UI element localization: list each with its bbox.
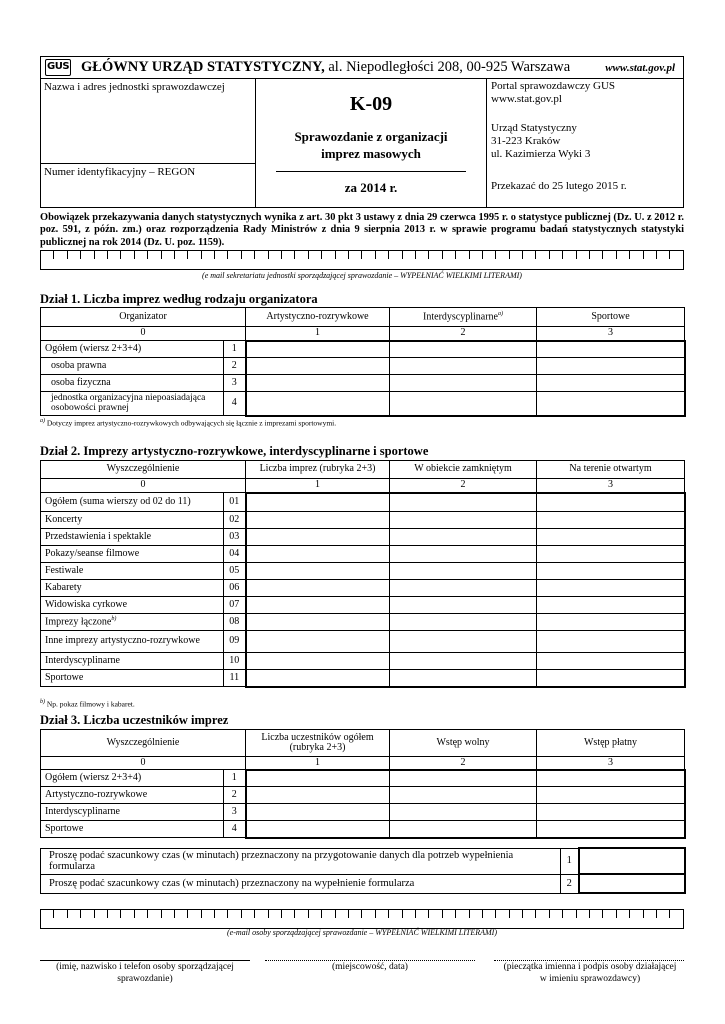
s2-input-cell[interactable] <box>246 563 390 580</box>
s3-header-spec: Wyszczególnienie <box>41 730 246 757</box>
stamp-caption: (pieczątka imienna i podpis osoby działającej w imieniu sprawozdawcy) <box>503 962 677 984</box>
char-cell[interactable] <box>630 910 643 918</box>
s3-input-cell[interactable] <box>390 821 537 838</box>
char-cell[interactable] <box>389 910 402 918</box>
deadline: Przekazać do 25 lutego 2015 r. <box>491 180 627 192</box>
char-cell[interactable] <box>215 910 228 918</box>
char-cell[interactable] <box>336 910 349 918</box>
s2-input-cell[interactable] <box>537 563 685 580</box>
char-cell[interactable] <box>456 251 469 259</box>
char-cell[interactable] <box>41 910 54 918</box>
char-cell[interactable] <box>443 910 456 918</box>
char-cell[interactable] <box>148 251 161 259</box>
s2-input-cell[interactable] <box>537 529 685 546</box>
s2-row-number: 04 <box>224 546 246 563</box>
s1-row-number: 3 <box>224 375 246 392</box>
s1-input-cell[interactable] <box>537 341 685 358</box>
secretariat-email-caption: (e mail sekretariatu jednostki sporządzającej sprawozdanie – WYPEŁNIAĆ WIELKIMI LITERAMI) <box>202 271 522 280</box>
char-cell[interactable] <box>483 251 496 259</box>
s2-input-cell[interactable] <box>537 512 685 529</box>
s2-input-cell[interactable] <box>537 614 685 631</box>
s1-input-cell[interactable] <box>246 392 390 416</box>
s2-input-cell[interactable] <box>246 512 390 529</box>
portal-name: Portal sprawozdawczy GUS <box>491 80 616 92</box>
s2-input-cell[interactable] <box>246 597 390 614</box>
s1-row-label: jednostka organizacyjna niepoasiadająca osobowości prawnej <box>41 392 224 416</box>
char-cell[interactable] <box>389 251 402 259</box>
gus-logo: GUS <box>45 59 71 76</box>
section2-title: Dział 2. Imprezy artystyczno-rozrywkowe, interdyscyplinarne i sportowe <box>40 444 429 458</box>
office-name: Urząd Statystyczny <box>491 122 577 134</box>
char-cell[interactable] <box>295 910 308 918</box>
s2-input-cell[interactable] <box>390 614 537 631</box>
s1-row-number: 1 <box>224 341 246 358</box>
char-cell[interactable] <box>403 251 416 259</box>
char-cell[interactable] <box>563 910 576 918</box>
table-row <box>41 770 685 787</box>
time-prep-input[interactable] <box>579 848 685 874</box>
s1-colnum-2: 2 <box>390 327 537 341</box>
s2-row-label-text: Ogółem (suma wierszy od 02 do 11) <box>45 495 191 507</box>
s1-header-interdisc <box>390 308 537 327</box>
char-cell[interactable] <box>644 251 657 259</box>
s2-row-label <box>41 512 224 529</box>
s2-row-label <box>41 529 224 546</box>
s3-row-number: 1 <box>224 770 246 787</box>
s1-header-sport: Sportowe <box>537 308 685 327</box>
s2-row-label-text: Kabarety <box>45 581 82 593</box>
regon-field[interactable] <box>41 163 255 208</box>
s3-input-cell[interactable] <box>537 770 685 787</box>
s3-input-cell[interactable] <box>246 770 390 787</box>
char-cell[interactable] <box>228 910 241 918</box>
s2-row-label <box>41 614 224 631</box>
char-cell[interactable] <box>54 910 67 918</box>
s3-input-cell[interactable] <box>390 770 537 787</box>
s1-colnum-0: 0 <box>41 327 246 341</box>
char-cell[interactable] <box>670 910 682 918</box>
section2-table <box>40 460 686 688</box>
section3-table <box>40 729 686 839</box>
section1-table <box>40 307 686 417</box>
s3-input-cell[interactable] <box>246 787 390 804</box>
char-cell[interactable] <box>148 910 161 918</box>
s3-row-number: 4 <box>224 821 246 838</box>
char-cell[interactable] <box>536 910 549 918</box>
s2-input-cell[interactable] <box>537 546 685 563</box>
char-cell[interactable] <box>550 251 563 259</box>
char-cell[interactable] <box>590 251 603 259</box>
char-cell[interactable] <box>523 251 536 259</box>
s2-input-cell[interactable] <box>390 493 537 512</box>
table-row <box>41 493 685 512</box>
form-header <box>40 56 684 208</box>
s2-row-footnote-mark: b) <box>111 616 117 623</box>
table-row <box>41 529 685 546</box>
s3-colnum-3: 3 <box>537 757 685 770</box>
s2-input-cell[interactable] <box>246 546 390 563</box>
s3-input-cell[interactable] <box>537 787 685 804</box>
s3-input-cell[interactable] <box>390 787 537 804</box>
s1-header-footnote-mark: a) <box>498 311 503 318</box>
s1-row-number: 2 <box>224 358 246 375</box>
s3-header-paid: Wstęp płatny <box>537 730 685 757</box>
stamp-signature-line[interactable] <box>494 960 684 961</box>
s2-row-label-text: Interdyscyplinarne <box>45 654 120 666</box>
s2-input-cell[interactable] <box>390 653 537 670</box>
s1-header-art: Artystyczno-rozrywkowe <box>246 308 390 327</box>
s2-row-number: 08 <box>224 614 246 631</box>
char-cell[interactable] <box>135 910 148 918</box>
regon-label: Numer identyfikacyjny – REGON <box>44 166 196 178</box>
char-cell[interactable] <box>590 910 603 918</box>
char-cell[interactable] <box>376 910 389 918</box>
s3-row-label: Interdyscyplinarne <box>41 804 224 821</box>
secretariat-email-input[interactable] <box>40 250 684 270</box>
portal-url: www.stat.gov.pl <box>491 93 562 105</box>
s2-header-outdoor: Na terenie otwartym <box>537 461 685 479</box>
char-cell[interactable] <box>242 910 255 918</box>
s2-input-cell[interactable] <box>537 580 685 597</box>
s2-input-cell[interactable] <box>390 546 537 563</box>
section2-footnote <box>40 699 135 709</box>
char-cell[interactable] <box>295 251 308 259</box>
preparer-caption: (imię, nazwisko i telefon osoby sporządzającej sprawozdanie) <box>56 962 234 984</box>
s2-row-number: 07 <box>224 597 246 614</box>
char-cell[interactable] <box>603 251 616 259</box>
table-row <box>41 546 685 563</box>
char-cell[interactable] <box>322 251 335 259</box>
office-street: ul. Kazimierza Wyki 3 <box>491 148 591 160</box>
char-cell[interactable] <box>162 910 175 918</box>
title-divider <box>276 171 466 172</box>
char-cell[interactable] <box>577 251 590 259</box>
char-cell[interactable] <box>162 251 175 259</box>
s1-footnote-mark: a) <box>40 418 45 424</box>
char-cell[interactable] <box>202 251 215 259</box>
char-cell[interactable] <box>269 910 282 918</box>
s3-input-cell[interactable] <box>246 821 390 838</box>
table-row <box>41 597 685 614</box>
s2-input-cell[interactable] <box>246 614 390 631</box>
s3-row-number: 3 <box>224 804 246 821</box>
char-cell[interactable] <box>429 910 442 918</box>
s2-input-cell[interactable] <box>246 493 390 512</box>
char-cell[interactable] <box>188 251 201 259</box>
s2-row-label <box>41 597 224 614</box>
char-cell[interactable] <box>121 251 134 259</box>
office-city: 31-223 Kraków <box>491 135 561 147</box>
s2-footnote-text: Np. pokaz filmowy i kabaret. <box>45 699 135 709</box>
char-cell[interactable] <box>536 251 549 259</box>
char-cell[interactable] <box>644 910 657 918</box>
s2-header-total: Liczba imprez (rubryka 2+3) <box>246 461 390 479</box>
s2-header-spec: Wyszczególnienie <box>41 461 246 479</box>
s2-row-label <box>41 580 224 597</box>
s3-header-free: Wstęp wolny <box>390 730 537 757</box>
char-cell[interactable] <box>657 251 670 259</box>
char-cell[interactable] <box>255 251 268 259</box>
s1-row-label: Ogółem (wiersz 2+3+4) <box>41 341 224 358</box>
char-cell[interactable] <box>68 251 81 259</box>
s3-input-cell[interactable] <box>246 804 390 821</box>
char-cell[interactable] <box>483 910 496 918</box>
char-cell[interactable] <box>202 910 215 918</box>
table-row <box>41 631 685 653</box>
time-prep-number: 1 <box>561 848 579 874</box>
char-cell[interactable] <box>577 910 590 918</box>
char-cell[interactable] <box>95 251 108 259</box>
s3-row-label: Ogółem (wiersz 2+3+4) <box>41 770 224 787</box>
char-cell[interactable] <box>416 910 429 918</box>
s1-input-cell[interactable] <box>246 375 390 392</box>
char-cell[interactable] <box>108 251 121 259</box>
s2-input-cell[interactable] <box>246 670 390 687</box>
char-cell[interactable] <box>550 910 563 918</box>
char-cell[interactable] <box>510 251 523 259</box>
char-cell[interactable] <box>282 251 295 259</box>
s3-row-label: Sportowe <box>41 821 224 838</box>
s2-input-cell[interactable] <box>390 631 537 653</box>
char-cell[interactable] <box>349 251 362 259</box>
s2-colnum-2: 2 <box>390 479 537 493</box>
s1-colnum-1: 1 <box>246 327 390 341</box>
char-cell[interactable] <box>496 251 509 259</box>
char-cell[interactable] <box>81 910 94 918</box>
char-cell[interactable] <box>349 910 362 918</box>
s2-row-number: 03 <box>224 529 246 546</box>
s3-colnum-1: 1 <box>246 757 390 770</box>
s2-row-label-text: Koncerty <box>45 513 83 525</box>
s2-row-number: 05 <box>224 563 246 580</box>
table-row <box>41 563 685 580</box>
person-email-caption: (e-mail osoby sporządzającej sprawozdanie – WYPEŁNIAĆ WIELKIMI LITERAMI) <box>227 928 497 937</box>
s1-input-cell[interactable] <box>390 358 537 375</box>
char-cell[interactable] <box>336 251 349 259</box>
s2-input-cell[interactable] <box>537 653 685 670</box>
agency-name <box>81 59 570 76</box>
s2-row-number: 09 <box>224 631 246 653</box>
char-cell[interactable] <box>443 251 456 259</box>
unit-name-label: Nazwa i adres jednostki sprawozdawczej <box>44 81 225 93</box>
char-cell[interactable] <box>362 251 375 259</box>
section1-title: Dział 1. Liczba imprez według rodzaju organizatora <box>40 292 318 306</box>
s2-input-cell[interactable] <box>537 493 685 512</box>
char-cell[interactable] <box>362 910 375 918</box>
form-identity <box>256 79 486 208</box>
place-date-line[interactable] <box>265 960 475 961</box>
char-cell[interactable] <box>121 910 134 918</box>
s2-input-cell[interactable] <box>390 563 537 580</box>
s3-input-cell[interactable] <box>537 821 685 838</box>
s2-row-label-text: Pokazy/seanse filmowe <box>45 547 140 559</box>
s1-input-cell[interactable] <box>246 358 390 375</box>
s2-input-cell[interactable] <box>390 512 537 529</box>
char-cell[interactable] <box>108 910 121 918</box>
char-cell[interactable] <box>470 910 483 918</box>
s1-header-organizer: Organizator <box>41 308 246 327</box>
char-cell[interactable] <box>322 910 335 918</box>
char-cell[interactable] <box>188 910 201 918</box>
char-cell[interactable] <box>242 251 255 259</box>
s2-row-label-text: Inne imprezy artystyczno-rozrywkowe <box>45 635 200 647</box>
char-cell[interactable] <box>255 910 268 918</box>
s3-input-cell[interactable] <box>537 804 685 821</box>
table-row <box>41 804 685 821</box>
char-cell[interactable] <box>68 910 81 918</box>
s2-row-label <box>41 670 224 687</box>
table-row <box>41 614 685 631</box>
char-cell[interactable] <box>617 910 630 918</box>
char-cell[interactable] <box>603 910 616 918</box>
char-cell[interactable] <box>309 910 322 918</box>
s1-row-label: osoba prawna <box>41 358 224 375</box>
s2-input-cell[interactable] <box>390 597 537 614</box>
table-row <box>41 787 685 804</box>
table-row <box>41 512 685 529</box>
s2-row-label-text: Imprezy łączone <box>45 616 112 628</box>
s3-header-total: Liczba uczestników ogółem (rubryka 2+3) <box>246 730 390 757</box>
char-cell[interactable] <box>95 910 108 918</box>
s2-colnum-1: 1 <box>246 479 390 493</box>
s3-row-label: Artystyczno-rozrywkowe <box>41 787 224 804</box>
s2-row-label <box>41 631 224 653</box>
s3-colnum-0: 0 <box>41 757 246 770</box>
agency-website: www.stat.gov.pl <box>605 62 675 74</box>
s2-row-label-text: Sportowe <box>45 671 84 683</box>
s2-input-cell[interactable] <box>246 529 390 546</box>
char-cell[interactable] <box>175 910 188 918</box>
char-cell[interactable] <box>215 251 228 259</box>
char-cell[interactable] <box>81 251 94 259</box>
time-fill-input[interactable] <box>579 874 685 893</box>
char-cell[interactable] <box>429 251 442 259</box>
reporting-period: za 2014 r. <box>344 180 398 195</box>
char-cell[interactable] <box>282 910 295 918</box>
s2-input-cell[interactable] <box>537 597 685 614</box>
s2-row-number: 06 <box>224 580 246 597</box>
char-cell[interactable] <box>456 910 469 918</box>
s2-header-indoor: W obiekcie zamkniętym <box>390 461 537 479</box>
char-cell[interactable] <box>376 251 389 259</box>
char-cell[interactable] <box>228 251 241 259</box>
table-row <box>41 670 685 687</box>
person-email-input[interactable] <box>40 909 684 929</box>
s2-row-label-text: Przedstawienia i spektakle <box>45 530 152 542</box>
s2-colnum-0: 0 <box>41 479 246 493</box>
s2-colnum-3: 3 <box>537 479 685 493</box>
s2-input-cell[interactable] <box>246 631 390 653</box>
char-cell[interactable] <box>470 251 483 259</box>
char-cell[interactable] <box>175 251 188 259</box>
legal-basis-text: Obowiązek przekazywania danych statystycznych wynika z art. 30 pkt 3 ustawy z dnia 29 czerwca 1995 r. o statystyce publicznej (Dz. U. z 2012 r. poz. 591, z późn. zm.) oraz rozporządzenia Rady Ministrów z dnia 9 sierpnia 2013 r. w sprawie programu badań statystycznych statystyki publicznej na rok 2014 (Dz. U. poz. 1159). <box>40 212 684 248</box>
s1-input-cell[interactable] <box>246 341 390 358</box>
agency-title: GŁÓWNY URZĄD STATYSTYCZNY, <box>81 59 325 75</box>
s3-input-cell[interactable] <box>390 804 537 821</box>
s2-row-label-text: Festiwale <box>45 564 84 576</box>
s2-row-label <box>41 546 224 563</box>
s2-row-number: 10 <box>224 653 246 670</box>
unit-name-field[interactable] <box>41 79 256 208</box>
s2-input-cell[interactable] <box>390 529 537 546</box>
char-cell[interactable] <box>510 910 523 918</box>
s1-input-cell[interactable] <box>537 392 685 416</box>
char-cell[interactable] <box>269 251 282 259</box>
char-cell[interactable] <box>617 251 630 259</box>
section1-footnote <box>40 418 336 428</box>
s2-input-cell[interactable] <box>390 670 537 687</box>
s1-header-interdisc-label: Interdyscyplinarne <box>423 311 498 323</box>
s2-row-number: 02 <box>224 512 246 529</box>
s2-input-cell[interactable] <box>246 653 390 670</box>
s2-input-cell[interactable] <box>537 631 685 653</box>
submission-info <box>486 79 683 208</box>
time-prep-label: Proszę podać szacunkowy czas (w minutach) przeznaczony na przygotowanie danych dla potrzeb wypełnienia formularza <box>41 848 561 874</box>
char-cell[interactable] <box>563 251 576 259</box>
s2-row-label <box>41 563 224 580</box>
table-row <box>41 580 685 597</box>
char-cell[interactable] <box>670 251 682 259</box>
s2-footnote-mark: b) <box>40 699 45 705</box>
char-cell[interactable] <box>416 251 429 259</box>
agency-address: al. Niepodległości 208, 00-925 Warszawa <box>324 59 571 75</box>
agency-bar <box>41 57 683 79</box>
time-fill-label: Proszę podać szacunkowy czas (w minutach) przeznaczony na wypełnienie formularza <box>41 874 561 893</box>
s1-input-cell[interactable] <box>390 341 537 358</box>
form-title: Sprawozdanie z organizacji imprez masowych <box>294 129 448 161</box>
time-fill-number: 2 <box>561 874 579 893</box>
s1-input-cell[interactable] <box>390 375 537 392</box>
form-code: K-09 <box>349 93 393 115</box>
place-date-caption: (miejscowość, data) <box>332 962 408 972</box>
s1-input-cell[interactable] <box>537 375 685 392</box>
s1-row-number: 4 <box>224 392 246 416</box>
s2-row-number: 01 <box>224 493 246 512</box>
s2-row-label <box>41 493 224 512</box>
s2-input-cell[interactable] <box>246 580 390 597</box>
s3-row-number: 2 <box>224 787 246 804</box>
s2-row-label-text: Widowiska cyrkowe <box>45 598 128 610</box>
s2-input-cell[interactable] <box>537 670 685 687</box>
s2-row-label <box>41 653 224 670</box>
table-row <box>41 653 685 670</box>
section3-title: Dział 3. Liczba uczestników imprez <box>40 713 229 727</box>
char-cell[interactable] <box>523 910 536 918</box>
char-cell[interactable] <box>135 251 148 259</box>
s1-footnote-text: Dotyczy imprez artystyczno-rozrywkowych odbywających się łącznie z imprezami sportowymi. <box>45 418 337 428</box>
char-cell[interactable] <box>41 251 54 259</box>
char-cell[interactable] <box>657 910 670 918</box>
time-estimate-table <box>40 847 686 894</box>
s1-row-label: osoba fizyczna <box>41 375 224 392</box>
char-cell[interactable] <box>630 251 643 259</box>
table-row <box>41 821 685 838</box>
char-cell[interactable] <box>54 251 67 259</box>
s2-input-cell[interactable] <box>390 580 537 597</box>
preparer-signature-line[interactable] <box>40 960 250 961</box>
char-cell[interactable] <box>403 910 416 918</box>
s1-input-cell[interactable] <box>390 392 537 416</box>
s1-colnum-3: 3 <box>537 327 685 341</box>
s1-input-cell[interactable] <box>537 358 685 375</box>
s3-colnum-2: 2 <box>390 757 537 770</box>
char-cell[interactable] <box>309 251 322 259</box>
s2-row-number: 11 <box>224 670 246 687</box>
char-cell[interactable] <box>496 910 509 918</box>
